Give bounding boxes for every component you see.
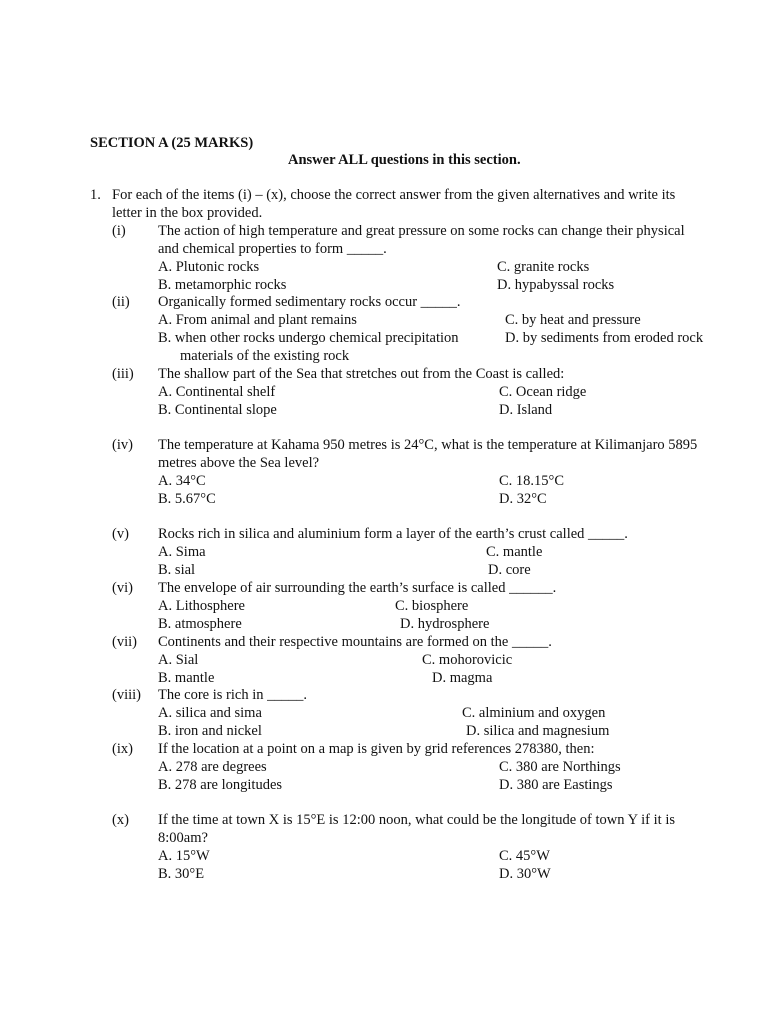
option-a: A. 278 are degrees	[158, 759, 267, 775]
option-d: D. 30°W	[499, 866, 551, 882]
option-b: B. iron and nickel	[158, 723, 262, 739]
question-number: 1.	[90, 187, 101, 203]
option-b: B. 5.67°C	[158, 491, 216, 507]
section-instruction: Answer ALL questions in this section.	[288, 152, 521, 168]
item-text-line-1: If the time at town X is 15°E is 12:00 noon, what could be the longitude of town Y if it is	[158, 812, 675, 828]
option-a: A. Sima	[158, 544, 206, 560]
option-a: A. 34°C	[158, 473, 206, 489]
option-d: D. silica and magnesium	[466, 723, 610, 739]
item-text-line-1: Rocks rich in silica and aluminium form a layer of the earth’s crust called _____.	[158, 526, 628, 542]
option-c: C. 18.15°C	[499, 473, 565, 489]
section-title: SECTION A (25 MARKS)	[90, 135, 254, 151]
option-b: B. Continental slope	[158, 402, 277, 418]
option-b: B. when other rocks undergo chemical precipitation	[158, 330, 459, 346]
option-d: D. hypabyssal rocks	[497, 277, 615, 293]
item-number: (iv)	[112, 437, 133, 453]
option-a: A. Lithosphere	[158, 598, 245, 614]
option-c: C. alminium and oxygen	[462, 705, 606, 721]
item-number: (i)	[112, 223, 126, 239]
item-text-line-1: The envelope of air surrounding the earth’s surface is called ______.	[158, 580, 557, 596]
option-b: B. 278 are longitudes	[158, 777, 283, 793]
item-number: (v)	[112, 526, 129, 542]
option-c: C. 380 are Northings	[499, 759, 621, 775]
item-number: (x)	[112, 812, 129, 828]
question-stem-line-1: For each of the items (i) – (x), choose the correct answer from the given alternatives and write its	[112, 187, 676, 203]
option-a: A. Plutonic rocks	[158, 259, 260, 275]
option-d: D. 32°C	[499, 491, 547, 507]
option-a: A. From animal and plant remains	[158, 312, 357, 328]
option-d: D. magma	[432, 670, 493, 686]
item-text-line-1: Organically formed sedimentary rocks occur _____.	[158, 294, 461, 310]
item-number: (ii)	[112, 294, 130, 310]
option-c: C. Ocean ridge	[499, 384, 587, 400]
option-a: A. 15°W	[158, 848, 210, 864]
option-c: C. mohorovicic	[422, 652, 513, 668]
item-text-line-2: metres above the Sea level?	[158, 455, 320, 471]
item-number: (viii)	[112, 687, 141, 703]
option-d: D. by sediments from eroded rock	[505, 330, 704, 346]
option-c: C. by heat and pressure	[505, 312, 641, 328]
option-c: C. mantle	[486, 544, 543, 560]
option-d: D. hydrosphere	[400, 616, 490, 632]
item-text-line-1: The shallow part of the Sea that stretches out from the Coast is called:	[158, 366, 565, 382]
item-text-line-2: 8:00am?	[158, 830, 208, 846]
item-number: (vi)	[112, 580, 133, 596]
option-b: B. atmosphere	[158, 616, 242, 632]
question-stem-line-2: letter in the box provided.	[112, 205, 263, 221]
option-b: B. sial	[158, 562, 196, 578]
option-a: A. Sial	[158, 652, 199, 668]
item-number: (ix)	[112, 741, 133, 757]
item-text-line-1: The core is rich in _____.	[158, 687, 307, 703]
item-text-line-1: Continents and their respective mountains are formed on the _____.	[158, 634, 552, 650]
item-text-line-1: The action of high temperature and great pressure on some rocks can change their physical	[158, 223, 685, 239]
option-a: A. Continental shelf	[158, 384, 276, 400]
option-c: C. 45°W	[499, 848, 550, 864]
option-d: D. core	[488, 562, 531, 578]
option-b: B. metamorphic rocks	[158, 277, 287, 293]
option-c: C. biosphere	[395, 598, 469, 614]
item-number: (iii)	[112, 366, 134, 382]
option-d: D. 380 are Eastings	[499, 777, 613, 793]
item-text-line-1: If the location at a point on a map is given by grid references 278380, then:	[158, 741, 595, 757]
item-text-line-2: and chemical properties to form _____.	[158, 241, 387, 257]
option-b: B. 30°E	[158, 866, 205, 882]
option-d: D. Island	[499, 402, 553, 418]
option-c: C. granite rocks	[497, 259, 590, 275]
option-a: A. silica and sima	[158, 705, 262, 721]
item-text-line-1: The temperature at Kahama 950 metres is 24°C, what is the temperature at Kilimanjaro 5895	[158, 437, 698, 453]
option-b-continued: materials of the existing rock	[180, 348, 350, 364]
item-number: (vii)	[112, 634, 137, 650]
option-b: B. mantle	[158, 670, 215, 686]
